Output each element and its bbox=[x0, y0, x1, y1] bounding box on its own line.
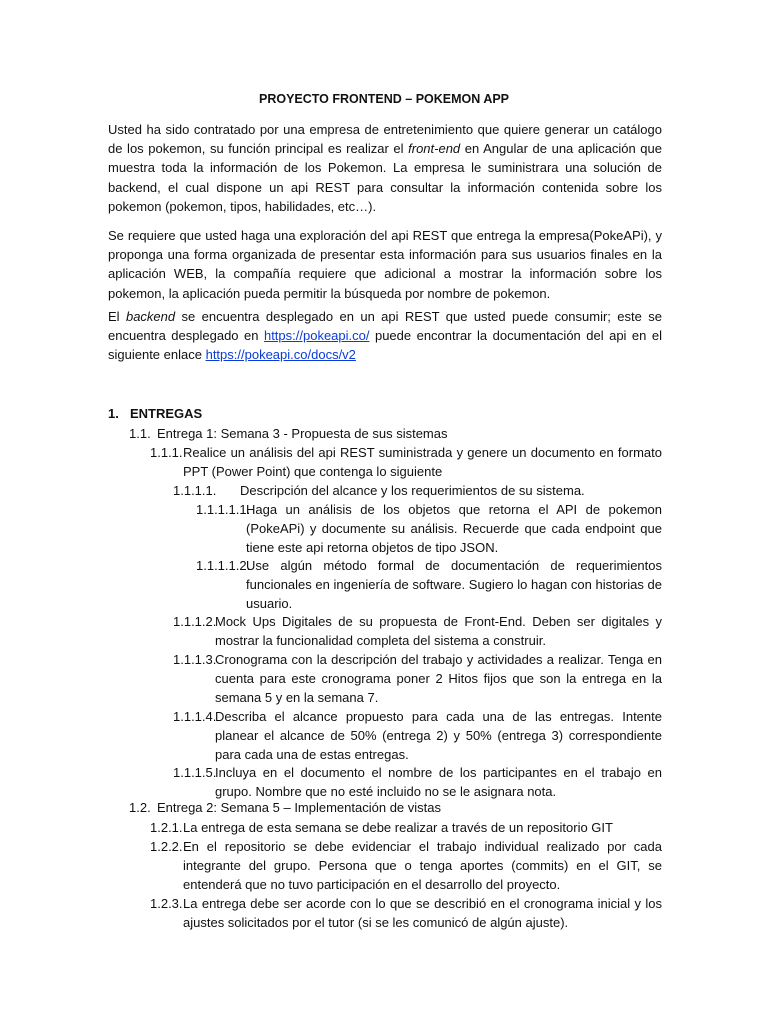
outline-text: En el repositorio se debe evidenciar el trabajo individual realizado por cada integrante del grupo. Persona que o tenga aportes (commits) en el GIT, se entenderá que no tuvo participación en el desarrollo del proyecto. bbox=[183, 839, 662, 892]
outline-number: 1.1.1.1. bbox=[173, 483, 217, 498]
outline-item-1-2-1 bbox=[150, 818, 662, 837]
pokeapi-docs-link[interactable]: https://pokeapi.co/docs/v2 bbox=[205, 347, 356, 363]
outline-text: Realice un análisis del api REST suministrada y genere un documento en formato PPT (Power Point) que contenga lo siguiente bbox=[183, 445, 662, 479]
outline-text: Incluya en el documento el nombre de los participantes en el trabajo en grupo. Nombre que no esté incluido no se le asignara nota. bbox=[215, 765, 662, 799]
outline-text: Cronograma con la descripción del trabajo y actividades a realizar. Tenga en cuenta para este cronograma poner 2 Hitos fijos que son la entrega en la semana 5 y en la semana 7. bbox=[215, 652, 662, 705]
intro-p1-emphasis: front-end bbox=[408, 141, 461, 157]
document-title: PROYECTO FRONTEND – POKEMON APP bbox=[258, 92, 510, 106]
outline-text: La entrega debe ser acorde con lo que se describió en el cronograma inicial y los ajustes solicitados por el tutor (si se les comunicó de algún ajuste). bbox=[183, 896, 662, 930]
outline-item-1-1-1-5 bbox=[173, 763, 662, 801]
intro-p3-c: puede encontrar la documentación del api en el siguiente enlace bbox=[108, 328, 662, 363]
outline-number: 1.2.1. bbox=[150, 820, 183, 835]
outline-item-1 bbox=[108, 404, 662, 423]
outline-text: Describa el alcance propuesto para cada una de las entregas. Intente planear el alcance de 50% (entrega 2) y 50% (entrega 3) correspondiente para cada una de estas entregas. bbox=[215, 709, 662, 762]
intro-p3-emphasis: backend bbox=[125, 309, 176, 324]
outline-item-1-1-1-1-1 bbox=[196, 500, 662, 557]
outline-text: La entrega de esta semana se debe realizar a través de un repositorio GIT bbox=[183, 820, 613, 835]
outline-item-1-1-1 bbox=[150, 443, 662, 481]
outline-number: 1.1.1. bbox=[150, 445, 183, 460]
outline-text: Haga un análisis de los objetos que retorna el API de pokemon (PokeAPi) y documente su análisis. Recuerde que cada endpoint que tiene este api retorna objetos de tipo JSON. bbox=[246, 502, 662, 555]
intro-p1-text: Usted ha sido contratado por una empresa de entretenimiento que quiere generar un catálogo de los pokemon, su función principal es realizar el bbox=[108, 122, 662, 157]
intro-p3-b: se encuentra desplegado en un api REST que usted puede consumir; este se encuentra desplegado en bbox=[108, 309, 662, 344]
outline-number: 1. bbox=[108, 406, 119, 421]
outline-text: Entrega 1: Semana 3 - Propuesta de sus sistemas bbox=[157, 426, 448, 441]
outline-number: 1.1.1.1.1. bbox=[196, 502, 251, 517]
outline-text: Use algún método formal de documentación de requerimientos funcionales en ingeniería de software. Sugiero lo hagan con historias de usuario. bbox=[246, 558, 662, 611]
outline-number: 1.1.1.3. bbox=[173, 652, 217, 667]
intro-p1-rest: en Angular de una aplicación que muestra toda la información de los Pokemon. La empresa le suministrara una solución de backend, el cual dispone un api REST para consultar la información contenida sobre los pokemon (pokemon, tipos, habilidades, etc…). bbox=[108, 141, 662, 214]
outline-text: Mock Ups Digitales de su propuesta de Front-End. Deben ser digitales y mostrar la funcionalidad completa del sistema a construir. bbox=[215, 614, 662, 648]
outline-item-1-2 bbox=[129, 798, 662, 817]
outline-item-1-1-1-3 bbox=[173, 650, 662, 707]
outline-item-1-1-1-1 bbox=[173, 481, 662, 500]
outline-item-1-1-1-1-2 bbox=[196, 556, 662, 613]
outline-number: 1.1. bbox=[129, 426, 151, 441]
outline-text: ENTREGAS bbox=[130, 406, 203, 421]
outline-number: 1.2.2. bbox=[150, 839, 183, 854]
intro-paragraph-2: Se requiere que usted haga una exploración del api REST que entrega la empresa(PokeAPi), y proponga una forma organizada de presentar esta información para sus usuarios finales en la aplicación WEB, la compañía requiere que adicional a mostrar la información sobre los pokemon, la aplicación pueda permitir la búsqueda por nombre de pokemon. bbox=[108, 228, 662, 301]
outline-item-1-1-1-4 bbox=[173, 707, 662, 764]
outline-number: 1.1.1.5. bbox=[173, 765, 217, 780]
outline-item-1-1-1-2 bbox=[173, 612, 662, 650]
outline-number: 1.1.1.4. bbox=[173, 709, 217, 724]
outline-number: 1.2. bbox=[129, 800, 151, 815]
outline-number: 1.2.3. bbox=[150, 896, 183, 911]
intro-paragraph-1 bbox=[108, 120, 662, 216]
intro-p3-a: El bbox=[108, 309, 120, 324]
outline-item-1-1 bbox=[129, 424, 662, 443]
outline-text: Descripción del alcance y los requerimientos de su sistema. bbox=[240, 483, 585, 498]
intro-paragraph-3 bbox=[108, 307, 662, 365]
outline-number: 1.1.1.1.2. bbox=[196, 558, 251, 573]
outline-item-1-2-2 bbox=[150, 837, 662, 894]
outline-text: Entrega 2: Semana 5 – Implementación de vistas bbox=[157, 800, 441, 815]
outline-item-1-2-3 bbox=[150, 894, 662, 932]
pokeapi-link[interactable]: https://pokeapi.co/ bbox=[263, 328, 370, 344]
outline-number: 1.1.1.2. bbox=[173, 614, 217, 629]
